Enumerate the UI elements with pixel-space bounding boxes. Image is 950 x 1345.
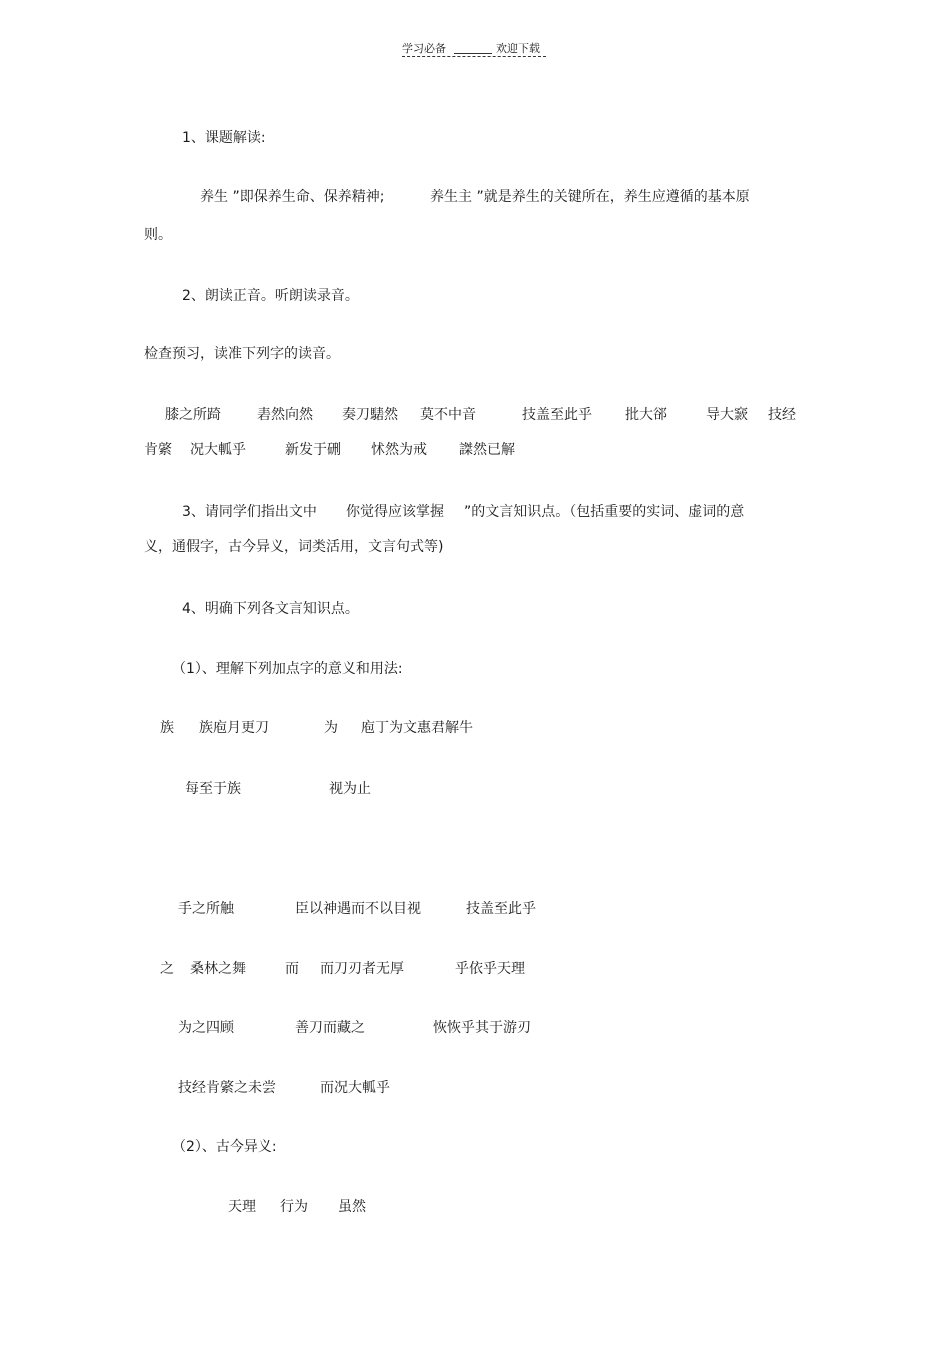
header-underline bbox=[454, 53, 492, 54]
header-left-text: 学习必备 bbox=[402, 42, 446, 55]
example-zhi-2: 为之四顾 bbox=[178, 1020, 234, 1036]
pron-item: 肯綮 bbox=[144, 442, 172, 458]
question-1-title: （1）、理解下列加点字的意义和用法: bbox=[172, 661, 403, 677]
word-er: 而 bbox=[285, 961, 299, 977]
gujin-word: 虽然 bbox=[338, 1199, 366, 1215]
example-zhi-1: 桑林之舞 bbox=[190, 961, 246, 977]
section-3-part-a: 3、请同学们指出文中 bbox=[182, 504, 317, 520]
gujin-word: 天理 bbox=[228, 1199, 256, 1215]
pron-item: 导大窾 bbox=[706, 407, 748, 423]
gujin-word: 行为 bbox=[280, 1199, 308, 1215]
check-preview-line: 检查预习，读准下列字的读音。 bbox=[144, 346, 340, 362]
example-yi-1: 手之所触 bbox=[178, 901, 234, 917]
pron-item: 莫不中音 bbox=[420, 407, 476, 423]
example-yi-3: 技盖至此乎 bbox=[466, 901, 536, 917]
example-zhi-3: 技经肯綮之未尝 bbox=[178, 1080, 276, 1096]
pron-item: 奏刀騞然 bbox=[342, 407, 398, 423]
word-zhi: 之 bbox=[160, 961, 174, 977]
pron-item: 膝之所踦 bbox=[165, 407, 221, 423]
pron-item: 技经 bbox=[768, 407, 796, 423]
example-zu-1: 族庖月更刀 bbox=[199, 720, 269, 736]
pron-item: 批大郤 bbox=[625, 407, 667, 423]
example-er-2: 善刀而藏之 bbox=[295, 1020, 365, 1036]
example-hu-2: 恢恢乎其于游刃 bbox=[433, 1020, 531, 1036]
pron-item: 技盖至此乎 bbox=[522, 407, 592, 423]
example-wei-2: 视为止 bbox=[329, 781, 371, 797]
example-yi-2: 臣以神遇而不以目视 bbox=[295, 901, 421, 917]
question-2-title: （2）、古今异义: bbox=[172, 1139, 277, 1155]
pron-item: 砉然向然 bbox=[257, 407, 313, 423]
pron-item: 謋然已解 bbox=[459, 442, 515, 458]
example-wei-1: 庖丁为文惠君解牛 bbox=[361, 720, 473, 736]
example-zu-2: 每至于族 bbox=[185, 781, 241, 797]
pron-item: 怵然为戒 bbox=[371, 442, 427, 458]
word-zu: 族 bbox=[160, 720, 174, 736]
section-2-title: 2、朗读正音。听朗读录音。 bbox=[182, 288, 359, 304]
section-1-title: 1、课题解读: bbox=[182, 130, 266, 146]
section-3-part-b: 你觉得应该掌握 bbox=[346, 504, 444, 520]
para-1-part-b: 养生主 ”就是养生的关键所在，养生应遵循的基本原 bbox=[430, 189, 750, 205]
para-1-part-c: 则。 bbox=[144, 227, 172, 243]
section-3-part-c: ”的文言知识点。（包括重要的实词、虚词的意 bbox=[464, 504, 745, 520]
section-3-part-d: 义，通假字，古今异义，词类活用，文言句式等) bbox=[144, 539, 444, 555]
word-wei: 为 bbox=[324, 720, 338, 736]
example-er-3: 而况大軱乎 bbox=[320, 1080, 390, 1096]
pron-item: 新发于硎 bbox=[285, 442, 341, 458]
example-er-1: 而刀刃者无厚 bbox=[320, 961, 404, 977]
example-hu-1: 乎依乎天理 bbox=[455, 961, 525, 977]
header-dashed-rule bbox=[402, 56, 546, 57]
page-header bbox=[402, 40, 546, 58]
header-right-text: 欢迎下载 bbox=[496, 42, 540, 55]
pron-item: 况大軱乎 bbox=[190, 442, 246, 458]
section-4-title: 4、明确下列各文言知识点。 bbox=[182, 601, 359, 617]
para-1-part-a: 养生 ”即保养生命、保养精神; bbox=[200, 189, 385, 205]
